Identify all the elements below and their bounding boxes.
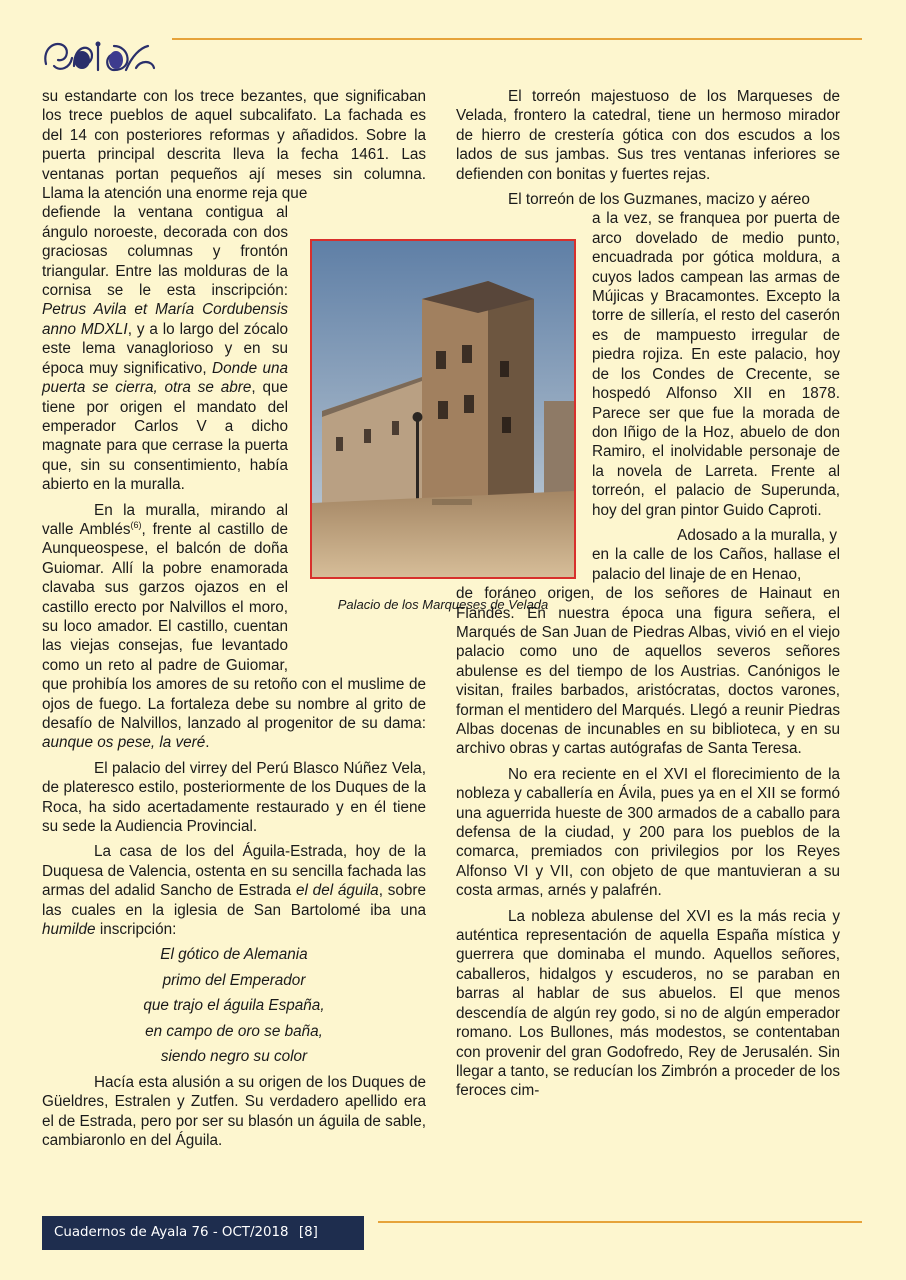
motto-text: Donde una puerta se cierra, otra se abre — [42, 359, 288, 397]
paragraph: a la vez, se franquea por puerta de arco dovelado de medio punto, encuadrada por gótica moldura, a cuyos lados campean las armas de Mújicas y Bracamontes. Excepto la torre de sillería, el resto del caserón es de mampuesto irregular de piedra rojiza. En este palacio, hoy de los Condes de Crecente, se hospedó Alfonso XII en 1878. Parece ser que fue la morada de don Iñigo de la Hoz, abuelo de don Ramiro, el inolvidable personaje de la novela de Larreta. Frente al torreón, el palacio de Superunda, hoy del gran pintor Guido Caproti. — [592, 210, 840, 519]
footer-bar — [42, 1216, 364, 1250]
paragraph: El palacio del virrey del Perú Blasco Núñez Vela, de plateresco estilo, posteriormente de los Duques de la Roca, ha sido acertadamente restaurado y en él tiene su sede la Audiencia Provincial. — [42, 759, 426, 836]
footnote-marker: (6) — [130, 519, 142, 530]
verse-block — [42, 942, 426, 1070]
paragraph: En la muralla, mirando al valle Amblés$^{(6)}$, frente al castillo de Aunqueospese, el balcón de doña Guiomar. Allí la pobre enamorada clavaba sus garzos ojazos en el castillo erecto por Nalvillos el moro, su loco amador. El castillo, cuentan las viejas consejas, fue levantado como un reto al padre de Guiomar, que prohibía los amores de su retoño con el muslime de ojos de fuego. La fortaleza debe su nombre al grito de desafío de Nalvillos, lanzado al progenitor de su dama: aunque os pese, la veré. — [42, 501, 426, 752]
journal-issue: Cuadernos de Ayala 76 - OCT/2018 — [54, 1225, 289, 1240]
ornamental-monogram-logo — [40, 36, 158, 78]
verse-line: El gótico de Alemania — [160, 946, 308, 964]
paragraph: La casa de los del Águila-Estrada, hoy de la Duquesa de Valencia, ostenta en su sencilla fachada las armas del adalid Sancho de Estrada el del águila, sobre las cuales en la iglesia de San Bartolomé iba una humilde inscripción: — [42, 843, 426, 939]
paragraph: No era reciente en el XVI el florecimiento de la nobleza y caballería en Ávila, pues ya en el XII se formó una aguerrida hueste de 300 armados de a caballo para defensa de la ciudad, y 200 para los pueblos de la comarca, premiados con privilegios por los Reyes Alfonso VI y VII, con objeto de que mantuvieran a su costa armas, arnés y palafrén. — [456, 765, 840, 900]
paragraph: de foráneo origen, de los señores de Hainaut en Flandes. En nuestra época una figura señera, el Marqués de San Juan de Piedras Albas, vivió en el viejo palacio como uno de aquellos severos señores abulense es del tiempo de los Austrias. Canónigos le visitan, frailes barbados, aristócratas, doctos varones, forman el mentidero del Marqués. Llegó a reunir Piedras Albas docenas de incunables en su biblioteca, y en su archivo obras y cartas autógrafas de Santa Teresa. — [456, 585, 840, 758]
inscription-text: Petrus Avila et María Cordubensis anno MDXLI — [42, 301, 288, 338]
paragraph: El torreón majestuoso de los Marqueses de Velada, frontero la catedral, tiene un hermoso mirador de hierro de crestería gótica con dos escudos a los lados de sus jambas. Sus tres ventanas inferiores se defienden con bonitas y fuertes rejas. — [456, 88, 840, 183]
right-column — [456, 87, 840, 1101]
footer-rule — [378, 1221, 862, 1223]
photo-caption: Palacio de los Marqueses de Velada — [337, 597, 549, 612]
paragraph: El torreón de los Guzmanes, macizo y aéreo — [508, 191, 810, 209]
paragraph: Adosado a la muralla, y — [677, 526, 837, 544]
header-rule — [172, 38, 862, 40]
verse-line: siendo negro su color — [160, 1048, 308, 1066]
verse-line: primo del Emperador — [162, 971, 306, 989]
quote-text: aunque os pese, la veré — [42, 734, 206, 752]
verse-line: que trajo el águila España, — [143, 997, 325, 1015]
paragraph: en la calle de los Caños, hallase el palacio del linaje de en Henao, — [592, 546, 840, 583]
paragraph: Hacía esta alusión a su origen de los Duques de Güeldres, Estralen y Zutfen. Su verdadero apellido era el de Estrada, pero por ser su blasón un águila de sable, cambiaronlo en del Águila. — [42, 1073, 426, 1150]
paragraph: su estandarte con los trece bezantes, que significaban los trece pueblos de aquel subcalifato. La fachada es del 14 con posteriores reformas y añadidos. Sobre la puerta principal descrita lleva la fecha 1461. Las ventanas portan pequeños ají meses sin columna. Llama la atención una enorme reja que — [42, 88, 426, 203]
paragraph: La nobleza abulense del XVI es la más recia y auténtica representación de aquella España mística y guerrera que dominaba el mundo. Aquellos señores, caballeros, hidalgos y escuderos, no se paraban en barras al hablar de sus abuelos. El que menos descendía de algún rey godo, si no de algún emperador romano. Los Bullones, más modestos, se contentaban con provenir del gran Godofredo, Rey de Jerusalén. Sin llegar a tanto, se reducían los Zimbrón a proceder de los feroces cim- — [456, 907, 840, 1100]
page-number: [8] — [298, 1225, 318, 1240]
paragraph: defiende la ventana contigua al ángulo noroeste, decorada con dos graciosas columnas y frontón triangular. Entre las molduras de la cornisa se le esta inscripción: Petrus Avila et María Cordubensis anno MDXLI, y a lo largo del zócalo este lema vanaglorioso y en su época muy significativo, Donde una puerta se cierra, otra se abre, que tiene por origen el mandato del emperador Carlos V a dicho magnate para que cerrase la puerta que, sin su consentimiento, había abierto en la muralla. — [42, 204, 289, 494]
verse-line: en campo de oro se baña, — [145, 1022, 323, 1040]
